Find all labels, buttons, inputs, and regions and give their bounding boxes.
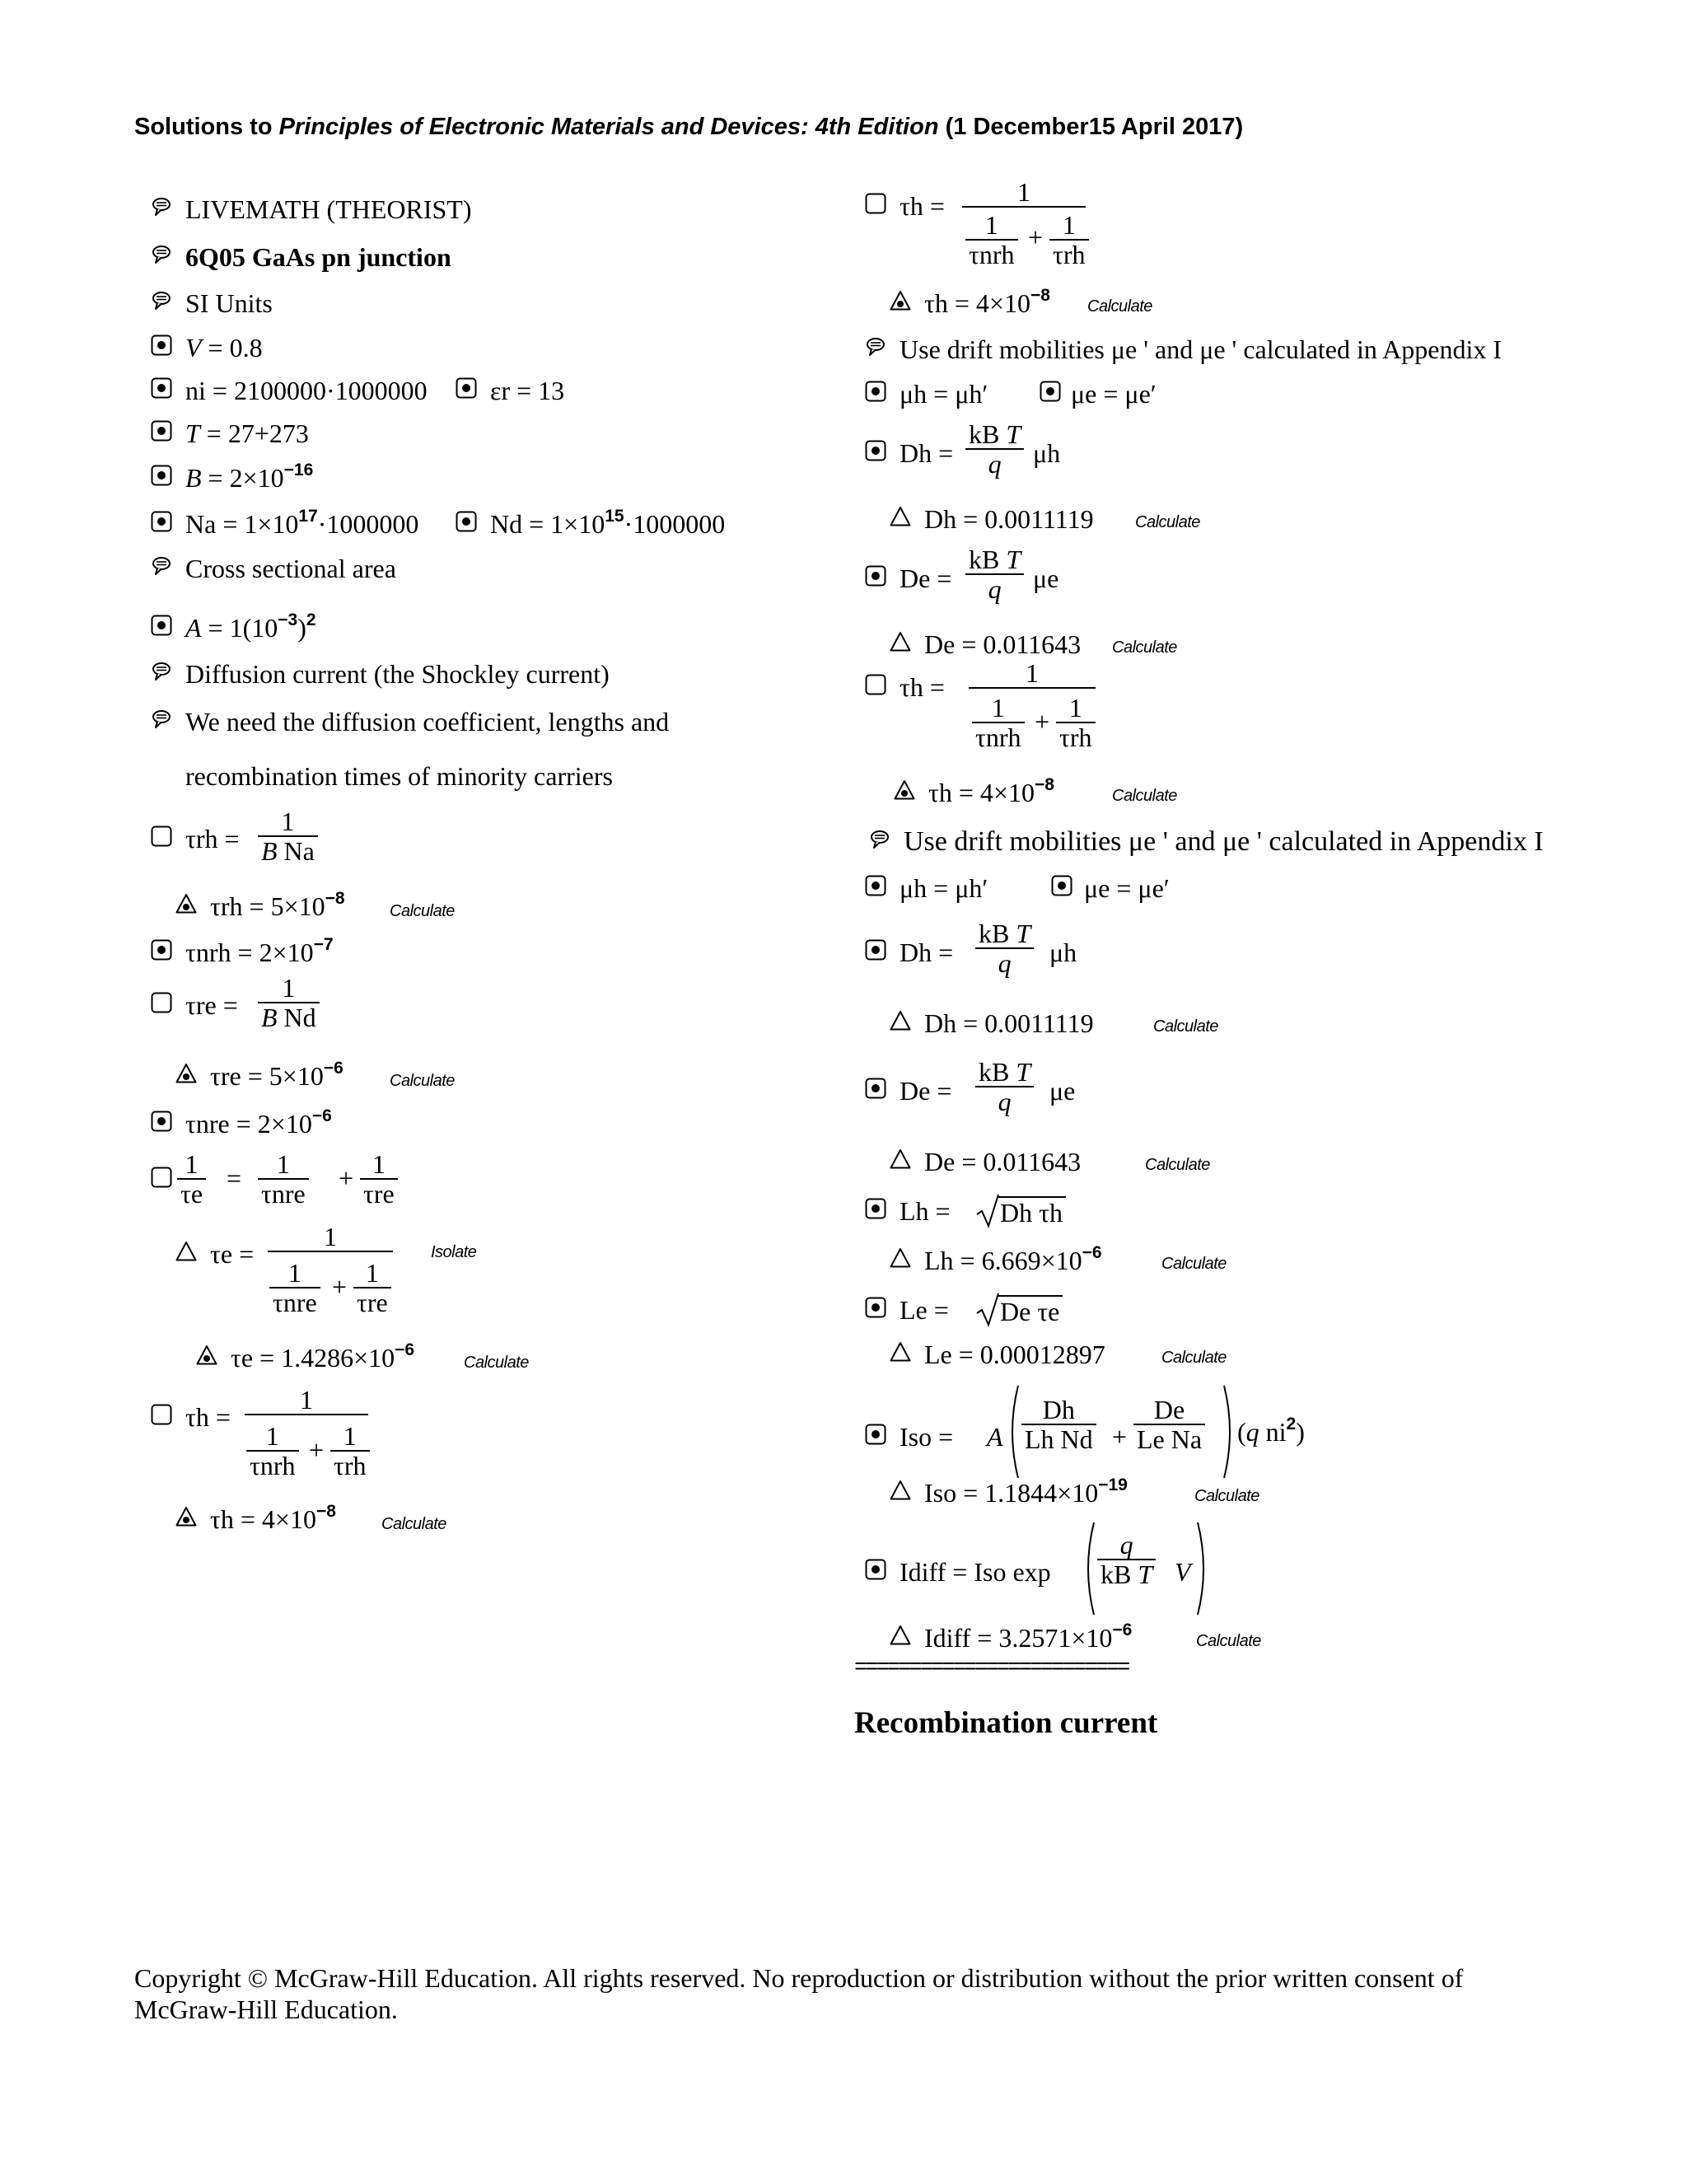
- def-A: = 1(10: [208, 613, 278, 643]
- definition-icon[interactable]: [865, 381, 886, 402]
- result-locked-icon[interactable]: [894, 779, 915, 801]
- comment-icon[interactable]: [151, 196, 172, 217]
- result-locked-icon[interactable]: [175, 1063, 197, 1084]
- definition-icon[interactable]: [865, 565, 886, 587]
- comment-text: Diffusion current (the Shockley current): [185, 659, 610, 689]
- definition-icon[interactable]: [151, 511, 172, 532]
- header-date: (1 December15 April 2017): [938, 114, 1244, 140]
- result-icon[interactable]: [890, 506, 911, 527]
- definition-icon[interactable]: [151, 939, 172, 961]
- comment-icon[interactable]: [151, 661, 172, 682]
- problem-title: 6Q05 GaAs pn junction: [185, 242, 451, 272]
- definition-icon[interactable]: [1040, 381, 1061, 402]
- definition-icon[interactable]: [151, 615, 172, 636]
- calculate-button[interactable]: Calculate: [1112, 638, 1177, 657]
- result-icon[interactable]: [890, 631, 911, 652]
- definition-icon[interactable]: [865, 440, 886, 461]
- result-locked-icon[interactable]: [890, 290, 911, 311]
- section-heading: Recombination current: [854, 1706, 1158, 1740]
- comment-icon[interactable]: [869, 829, 890, 850]
- result-icon[interactable]: [890, 1625, 911, 1646]
- comment-text: LIVEMATH (THEORIST): [185, 194, 472, 224]
- def-B: = 2×10: [208, 463, 284, 493]
- comment-text: Cross sectional area: [185, 554, 396, 583]
- formula-box-icon[interactable]: [865, 193, 886, 214]
- def-T: = 27+273: [206, 419, 309, 448]
- calculate-button[interactable]: Calculate: [1087, 297, 1152, 316]
- def-V: = 0.8: [208, 333, 263, 362]
- definition-icon[interactable]: [456, 511, 477, 532]
- copyright-footer: Copyright © McGraw-Hill Education. All rights reserved. No reproduction or distribution without the prior written consent of McGraw-Hill Education.: [134, 1963, 1464, 2024]
- result-icon[interactable]: [890, 1341, 911, 1363]
- comment-icon[interactable]: [865, 336, 886, 358]
- calculate-button[interactable]: Calculate: [1145, 1156, 1210, 1174]
- result-icon[interactable]: [890, 1247, 911, 1269]
- definition-icon[interactable]: [865, 939, 886, 961]
- result-locked-icon[interactable]: [175, 893, 197, 914]
- comment-text: We need the diffusion coefficient, lengths and: [185, 707, 670, 737]
- formula-box-icon[interactable]: [865, 674, 886, 695]
- result-icon[interactable]: [175, 1241, 197, 1262]
- calculate-button[interactable]: Calculate: [390, 1072, 455, 1090]
- formula-box-icon[interactable]: [151, 1167, 172, 1188]
- formula-box-icon[interactable]: [151, 825, 172, 847]
- result-icon[interactable]: [890, 1148, 911, 1170]
- comment-icon[interactable]: [151, 244, 172, 265]
- definition-icon[interactable]: [865, 875, 886, 896]
- comment-text: SI Units: [185, 288, 273, 318]
- calculate-button[interactable]: Calculate: [464, 1354, 529, 1372]
- comment-icon[interactable]: [151, 709, 172, 730]
- comment-text: recombination times of minority carriers: [185, 761, 613, 791]
- calculate-button[interactable]: Calculate: [1196, 1632, 1261, 1650]
- calculate-button[interactable]: Calculate: [1153, 1017, 1218, 1036]
- header-prefix: Solutions to: [134, 114, 279, 140]
- definition-icon[interactable]: [865, 1297, 886, 1318]
- def-er: εr = 13: [490, 376, 565, 405]
- result-locked-icon[interactable]: [175, 1506, 197, 1527]
- comment-icon[interactable]: [151, 290, 172, 311]
- definition-icon[interactable]: [151, 377, 172, 399]
- formula-box-icon[interactable]: [151, 992, 172, 1013]
- definition-icon[interactable]: [456, 377, 477, 399]
- book-title: Principles of Electronic Materials and Devices: 4th Edition: [278, 114, 939, 140]
- result-locked-icon[interactable]: [196, 1345, 217, 1366]
- definition-icon[interactable]: [1051, 875, 1072, 896]
- definition-icon[interactable]: [151, 334, 172, 356]
- comment-icon[interactable]: [151, 555, 172, 577]
- definition-icon[interactable]: [865, 1559, 886, 1580]
- definition-icon[interactable]: [151, 1111, 172, 1132]
- sqrt-symbol: [975, 1292, 1000, 1328]
- isolate-button[interactable]: Isolate: [431, 1243, 477, 1261]
- definition-icon[interactable]: [151, 420, 172, 442]
- calculate-button[interactable]: Calculate: [1161, 1349, 1227, 1367]
- calculate-button[interactable]: Calculate: [1161, 1255, 1227, 1273]
- calculate-button[interactable]: Calculate: [1194, 1487, 1259, 1505]
- result-icon[interactable]: [890, 1010, 911, 1031]
- calculate-button[interactable]: Calculate: [381, 1515, 446, 1533]
- calculate-button[interactable]: Calculate: [390, 902, 455, 920]
- page-header: [134, 114, 1243, 141]
- sqrt-symbol: [975, 1193, 1000, 1229]
- definition-icon[interactable]: [151, 465, 172, 486]
- calculate-button[interactable]: Calculate: [1135, 513, 1200, 531]
- def-Na: Na = 1×10: [185, 509, 299, 539]
- comment-text: Use drift mobilities μe ' and μe ' calculated in Appendix I: [900, 334, 1502, 364]
- definition-icon[interactable]: [865, 1424, 886, 1445]
- result-icon[interactable]: [890, 1480, 911, 1501]
- definition-icon[interactable]: [865, 1198, 886, 1219]
- definition-icon[interactable]: [865, 1078, 886, 1099]
- calculate-button[interactable]: Calculate: [1112, 787, 1177, 805]
- formula-box-icon[interactable]: [151, 1404, 172, 1425]
- def-ni: ni = 2100000·1000000: [185, 376, 428, 405]
- separator-line: =========================: [854, 1656, 1129, 1681]
- comment-text: Use drift mobilities μe ' and μe ' calculated in Appendix I: [904, 826, 1544, 857]
- def-Nd: Nd = 1×10: [490, 509, 605, 539]
